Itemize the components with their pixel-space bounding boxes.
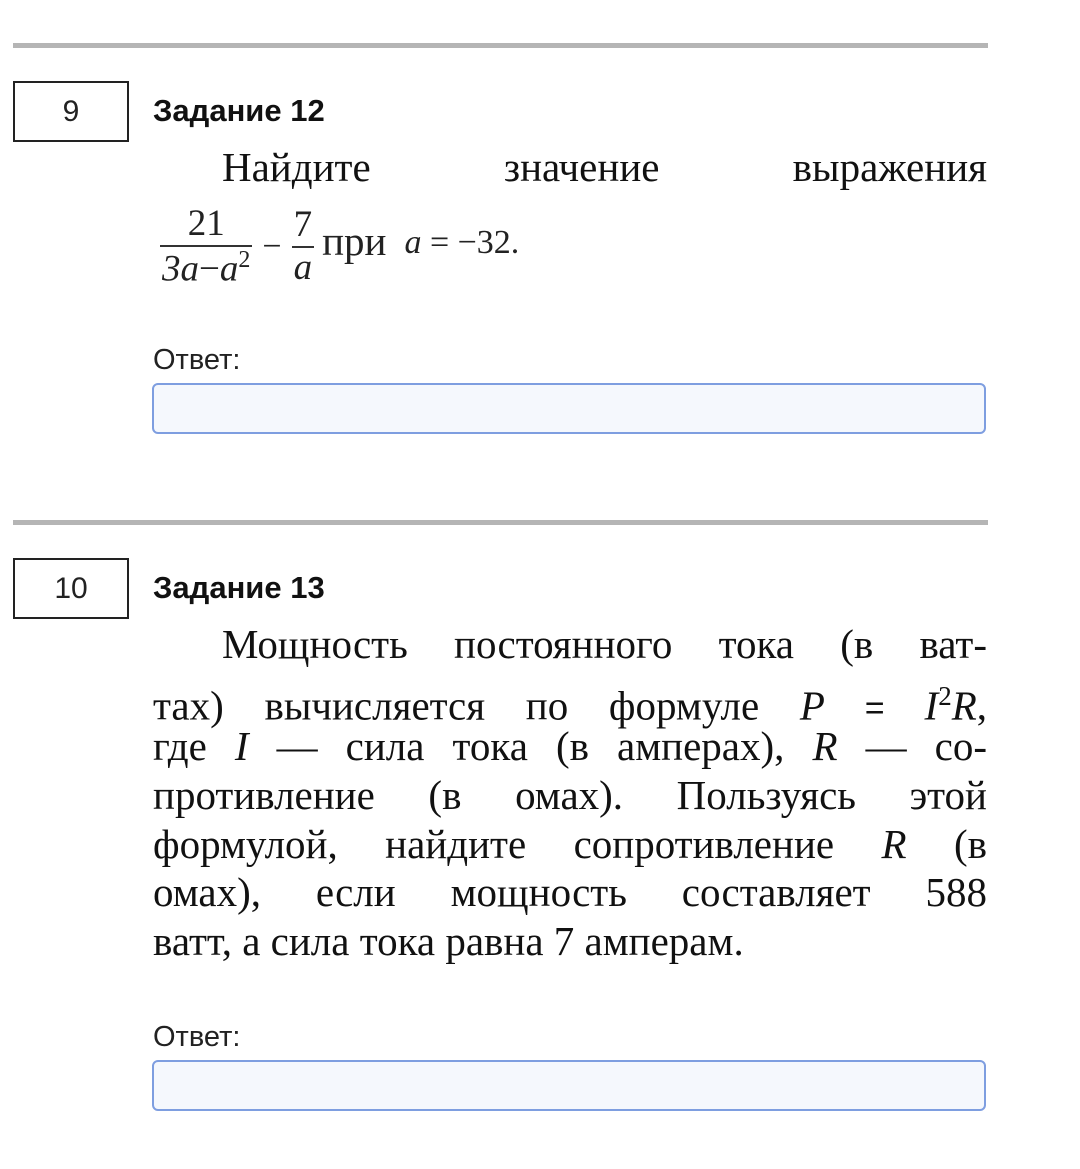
word-pri: при bbox=[322, 218, 387, 264]
task-text-line: тах) вычисляется по формуле $P = I^2R$, bbox=[153, 681, 987, 729]
task-text-line: где I — сила тока (в амперах), R — со- bbox=[153, 723, 987, 769]
fraction-7-over-a: $\frac{7}{a}$ bbox=[293, 204, 313, 288]
answer-input[interactable] bbox=[152, 1060, 986, 1111]
task-text-line: Мощность постоянного тока (в ват- bbox=[222, 621, 987, 667]
task-text-line: ватт, а сила тока равна 7 амперам. bbox=[153, 918, 744, 964]
answer-label: Ответ: bbox=[153, 1021, 241, 1053]
task-text-line: противление (в омах). Пользуясь этой bbox=[153, 772, 987, 818]
answer-input[interactable] bbox=[152, 383, 986, 434]
task-number: 9 bbox=[62, 94, 80, 128]
task-number-box bbox=[13, 558, 129, 619]
section-divider bbox=[13, 520, 988, 525]
task-text-line: омах), если мощность составляет 588 bbox=[153, 869, 987, 915]
math-expression bbox=[160, 197, 519, 297]
condition: a = −32. bbox=[404, 224, 520, 261]
task-number-box bbox=[13, 81, 129, 142]
task-title: Задание 13 bbox=[153, 570, 325, 605]
section-divider-top bbox=[13, 43, 988, 48]
fraction-21-over-3a-a2: $\frac{21}{3a-a^2}$ bbox=[162, 203, 251, 290]
task-text-line: формулой, найдите сопротивление R (в bbox=[153, 821, 987, 867]
minus-sign: − bbox=[262, 228, 282, 265]
task-title: Задание 12 bbox=[153, 93, 325, 128]
answer-label: Ответ: bbox=[153, 344, 241, 376]
task-number: 10 bbox=[54, 571, 88, 605]
task-text-line: Найдите значение выражения bbox=[222, 144, 987, 190]
